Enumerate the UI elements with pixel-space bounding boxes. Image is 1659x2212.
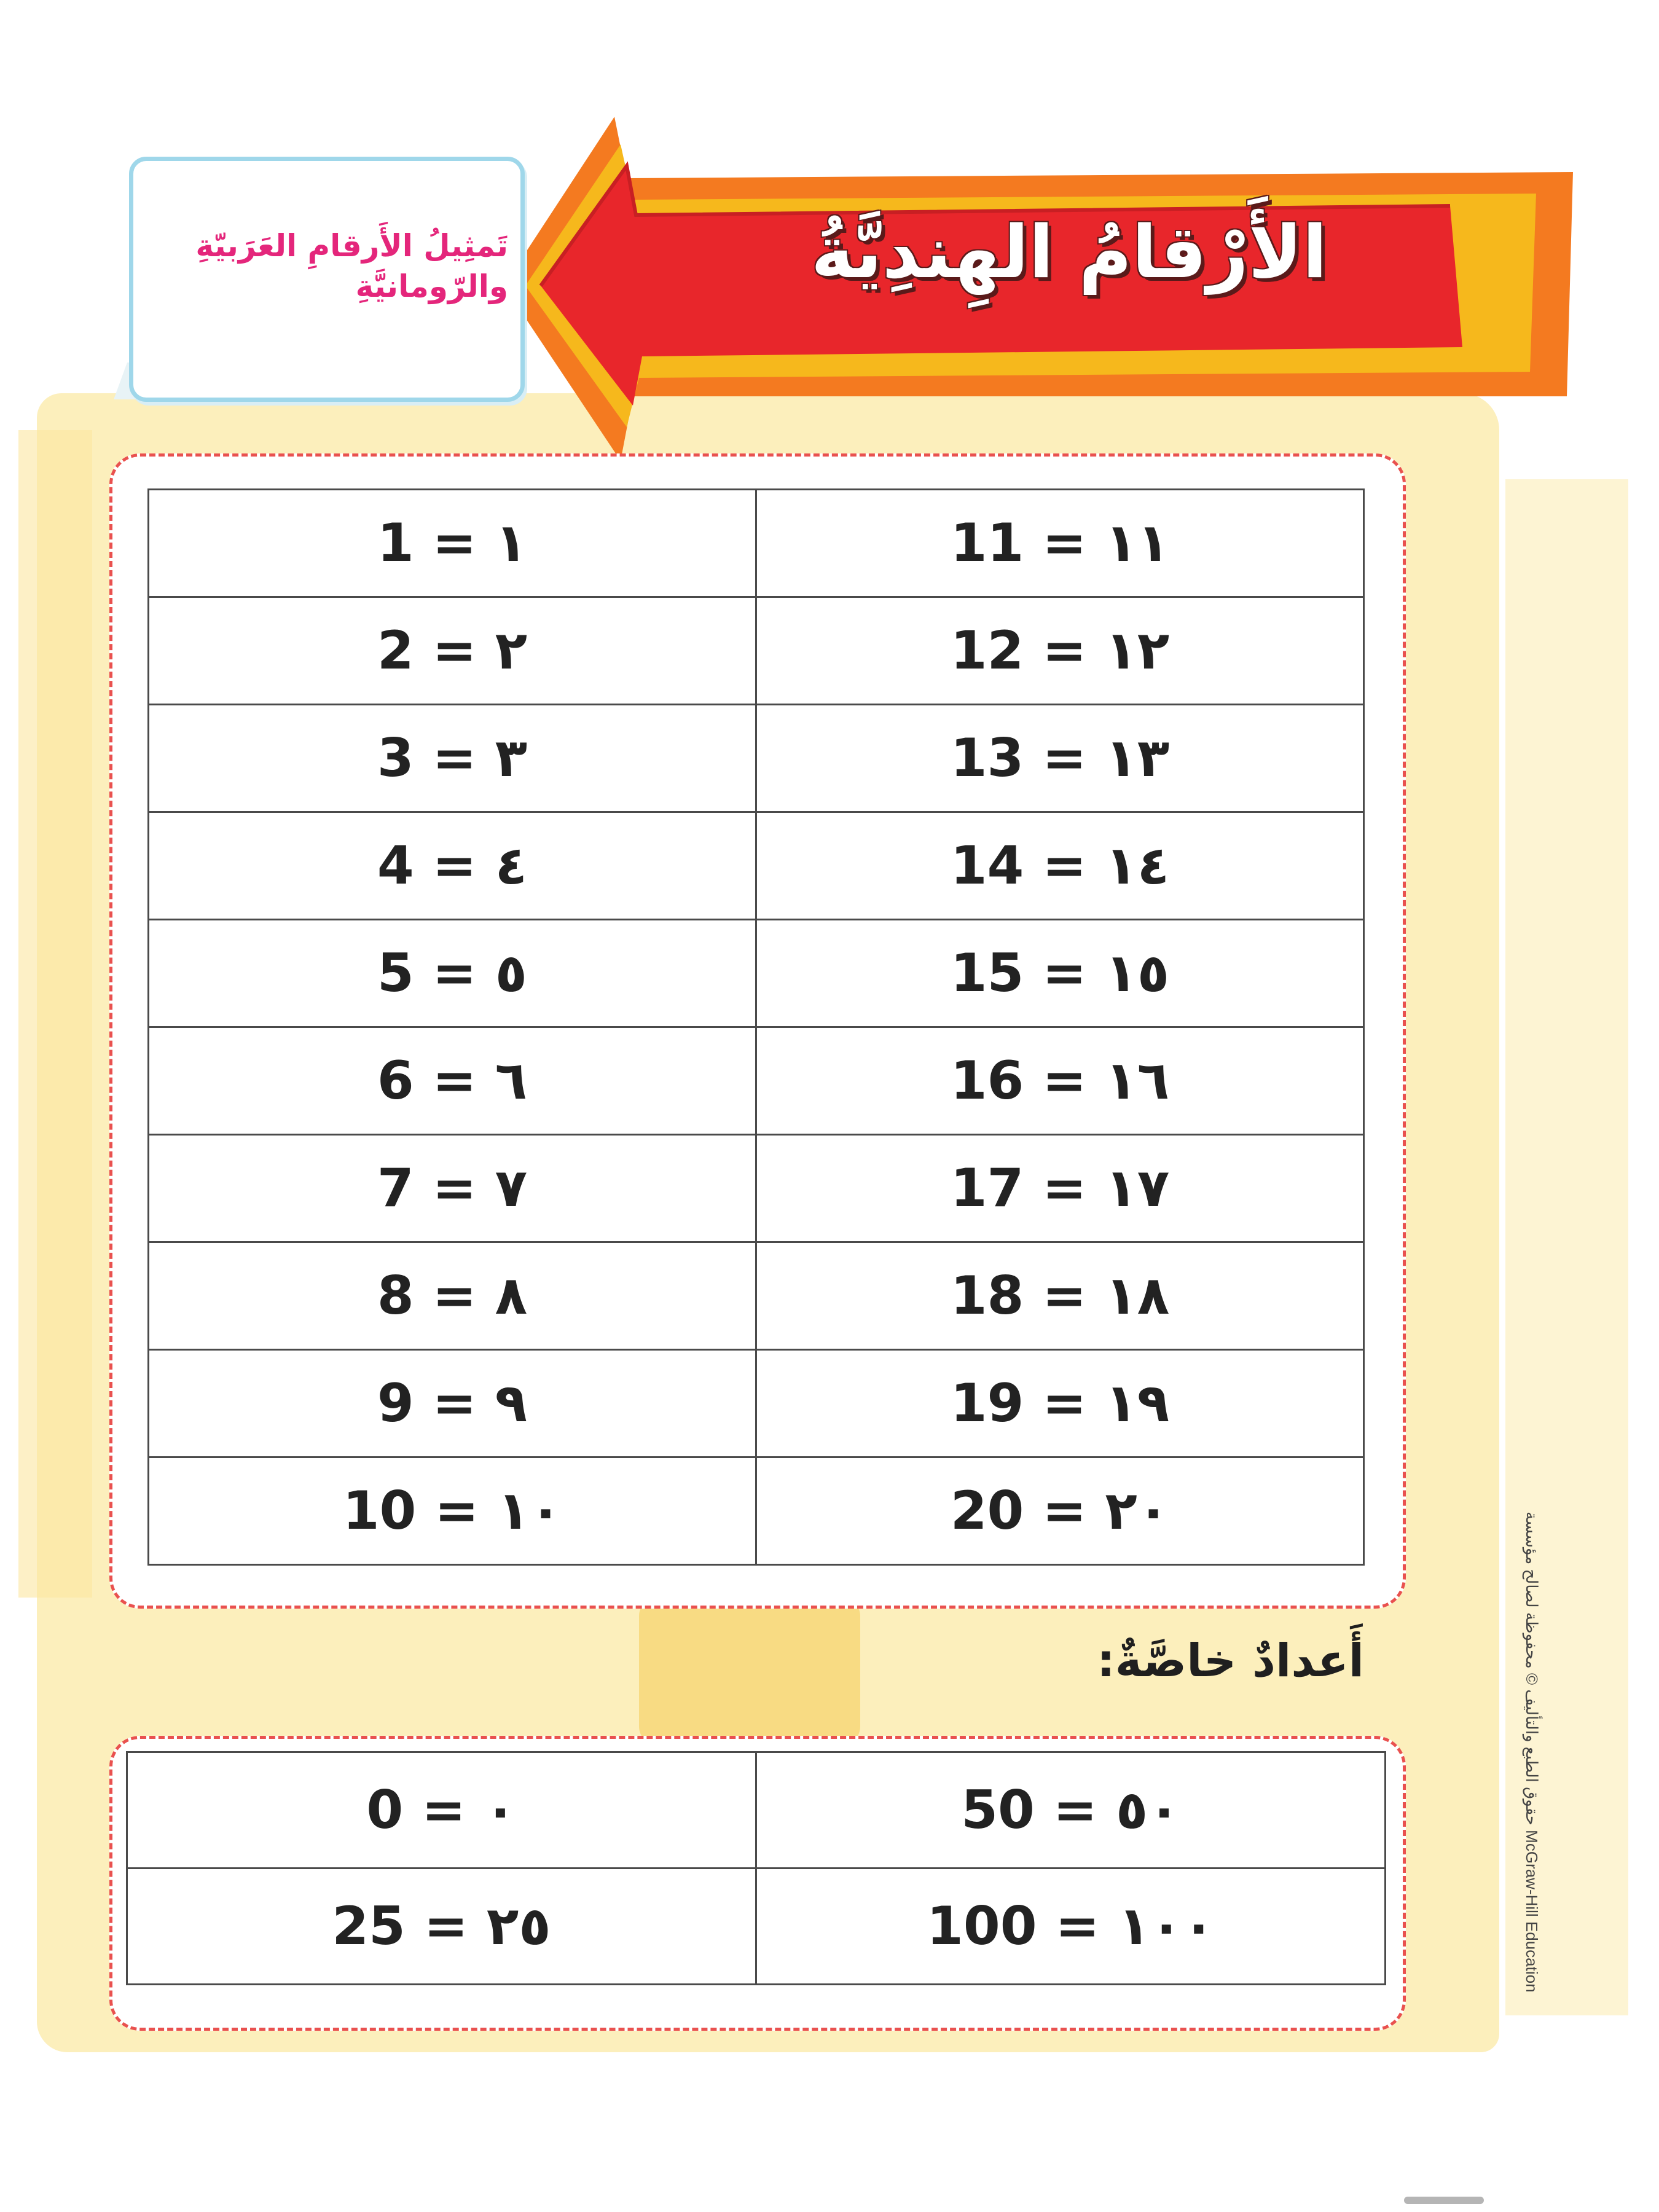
table-row bbox=[149, 705, 1364, 812]
table-row bbox=[149, 1135, 1364, 1242]
page-title: الأَرْقامُ الهِندِيَّةُ bbox=[810, 210, 1328, 294]
table-row bbox=[149, 597, 1364, 705]
table-cell: 16 = ١٦ bbox=[756, 1027, 1364, 1135]
table-cell: 14 = ١٤ bbox=[756, 812, 1364, 920]
table-cell: 100 = ١٠٠ bbox=[756, 1869, 1386, 1985]
table-cell: 10 = ١٠ bbox=[149, 1457, 756, 1565]
table-cell: 20 = ٢٠ bbox=[756, 1457, 1364, 1565]
table-row bbox=[149, 1027, 1364, 1135]
special-numbers-table bbox=[126, 1751, 1386, 1985]
table-cell: 4 = ٤ bbox=[149, 812, 756, 920]
table-row bbox=[149, 920, 1364, 1027]
table-cell: 1 = ١ bbox=[149, 490, 756, 597]
special-numbers-heading: أَعدادٌ خاصَّةٌ: bbox=[1097, 1634, 1364, 1687]
table-cell: 2 = ٢ bbox=[149, 597, 756, 705]
table-cell: 13 = ١٣ bbox=[756, 705, 1364, 812]
table-cell: 0 = ٠ bbox=[127, 1752, 756, 1869]
table-cell: 3 = ٣ bbox=[149, 705, 756, 812]
table-cell: 50 = ٥٠ bbox=[756, 1752, 1386, 1869]
table-row bbox=[149, 1242, 1364, 1350]
table-cell: 18 = ١٨ bbox=[756, 1242, 1364, 1350]
table-row bbox=[127, 1869, 1386, 1985]
scroll-indicator[interactable] bbox=[1404, 2197, 1484, 2204]
table-row bbox=[149, 1457, 1364, 1565]
table-cell: 8 = ٨ bbox=[149, 1242, 756, 1350]
table-cell: 6 = ٦ bbox=[149, 1027, 756, 1135]
copyright-text: حقوق الطبع والتأليف © محفوظة لصالح مؤسسة McGraw-Hill Education bbox=[1523, 1512, 1541, 1993]
table-row bbox=[149, 812, 1364, 920]
note-label: تَمثِيلُ الأَرقامِ العَرَبيّةِ والرّومانيَّةِ bbox=[195, 228, 508, 304]
background-brush-left bbox=[18, 430, 92, 1598]
table-cell: 19 = ١٩ bbox=[756, 1350, 1364, 1457]
table-cell: 9 = ٩ bbox=[149, 1350, 756, 1457]
table-cell: 12 = ١٢ bbox=[756, 597, 1364, 705]
table-cell: 11 = ١١ bbox=[756, 490, 1364, 597]
table-row bbox=[127, 1752, 1386, 1869]
table-cell: 5 = ٥ bbox=[149, 920, 756, 1027]
table-cell: 25 = ٢٥ bbox=[127, 1869, 756, 1985]
table-row bbox=[149, 1350, 1364, 1457]
lesson-note bbox=[129, 157, 525, 402]
table-cell: 7 = ٧ bbox=[149, 1135, 756, 1242]
table-cell: 15 = ١٥ bbox=[756, 920, 1364, 1027]
table-row bbox=[149, 490, 1364, 597]
table-cell: 17 = ١٧ bbox=[756, 1135, 1364, 1242]
background-brush-accent bbox=[639, 1598, 860, 1745]
copyright-notice bbox=[1512, 1512, 1548, 2015]
numbers-table bbox=[147, 488, 1365, 1566]
